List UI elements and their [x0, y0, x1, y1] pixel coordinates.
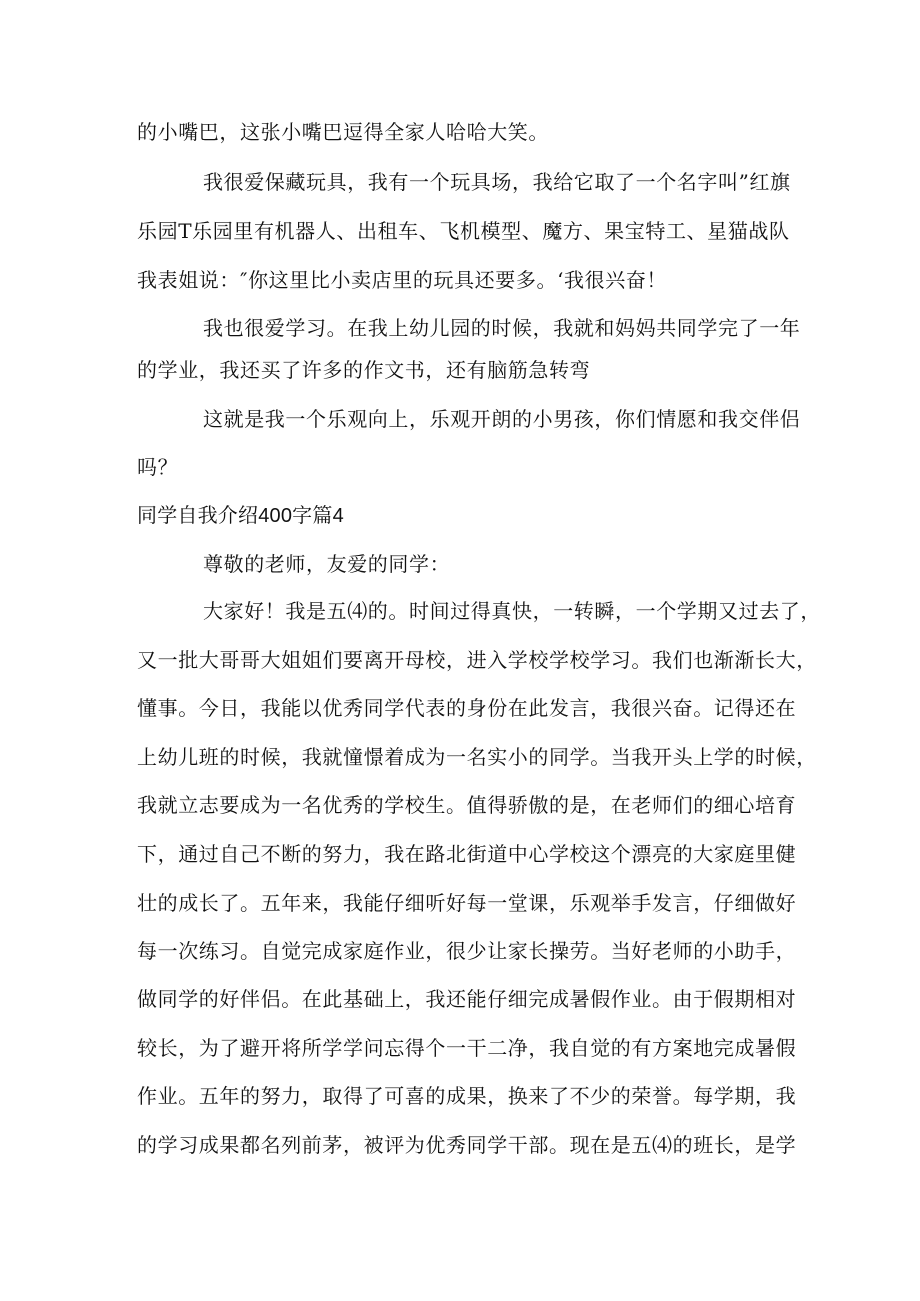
- paragraph-line: 的学业，我还买了许多的作文书，还有脑筋急转弯: [137, 358, 591, 382]
- paragraph-line: 这就是我一个乐观向上，乐观开朗的小男孩，你们情愿和我交伴侣: [203, 407, 801, 431]
- paragraph-line: 作业。五年的努力，取得了可喜的成果，换来了不少的荣誉。每学期，我: [137, 1084, 797, 1108]
- paragraph-line: 我表姐说：″你这里比小卖店里的玩具还要多。‘我很兴奋！: [137, 268, 668, 292]
- paragraph-line: 壮的成长了。五年来，我能仔细听好每一堂课，乐观举手发言，仔细做好: [137, 891, 797, 915]
- paragraph-line: 较长，为了避开将所学学问忘得个一干二净，我自觉的有方案地完成暑假: [137, 1036, 797, 1060]
- paragraph-line: 的学习成果都名列前茅，被评为优秀同学干部。现在是五⑷的班长，是学: [137, 1133, 797, 1157]
- paragraph-line: 上幼儿班的时候，我就憧憬着成为一名实小的同学。当我开头上学的时候，: [137, 745, 817, 769]
- paragraph-line: 又一批大哥哥大姐姐们要离开母校，进入学校学校学习。我们也渐渐长大，: [137, 648, 817, 672]
- salutation-line: 尊敬的老师，友爱的同学：: [203, 552, 451, 576]
- paragraph-line: 懂事。今日，我能以优秀同学代表的身份在此发言，我很兴奋。记得还在: [137, 696, 797, 720]
- paragraph-line: 我就立志要成为一名优秀的学校生。值得骄傲的是，在老师们的细心培育: [137, 793, 797, 817]
- paragraph-line: 下，通过自己不断的努力，我在路北街道中心学校这个漂亮的大家庭里健: [137, 842, 797, 866]
- paragraph-line: 乐园T乐园里有机器人、出租车、飞机模型、魔方、果宝特工、星猫战队: [137, 219, 790, 243]
- paragraph-line: 我也很爱学习。在我上幼儿园的时候，我就和妈妈共同学完了一年: [203, 316, 801, 340]
- paragraph-line: 我很爱保藏玩具，我有一个玩具场，我给它取了一个名字叫”红旗: [203, 170, 791, 194]
- paragraph-line: 大家好！我是五⑷的。时间过得真快，一转瞬，一个学期又过去了，: [203, 599, 821, 623]
- paragraph-line: 吗？: [137, 455, 179, 479]
- paragraph-line: 的小嘴巴，这张小嘴巴逗得全家人哈哈大笑。: [137, 120, 549, 144]
- paragraph-line: 做同学的好伴侣。在此基础上，我还能仔细完成暑假作业。由于假期相对: [137, 987, 797, 1011]
- section-heading: 同学自我介绍400字篇4: [137, 505, 344, 527]
- paragraph-line: 每一次练习。自觉完成家庭作业，很少让家长操劳。当好老师的小助手，: [137, 939, 797, 963]
